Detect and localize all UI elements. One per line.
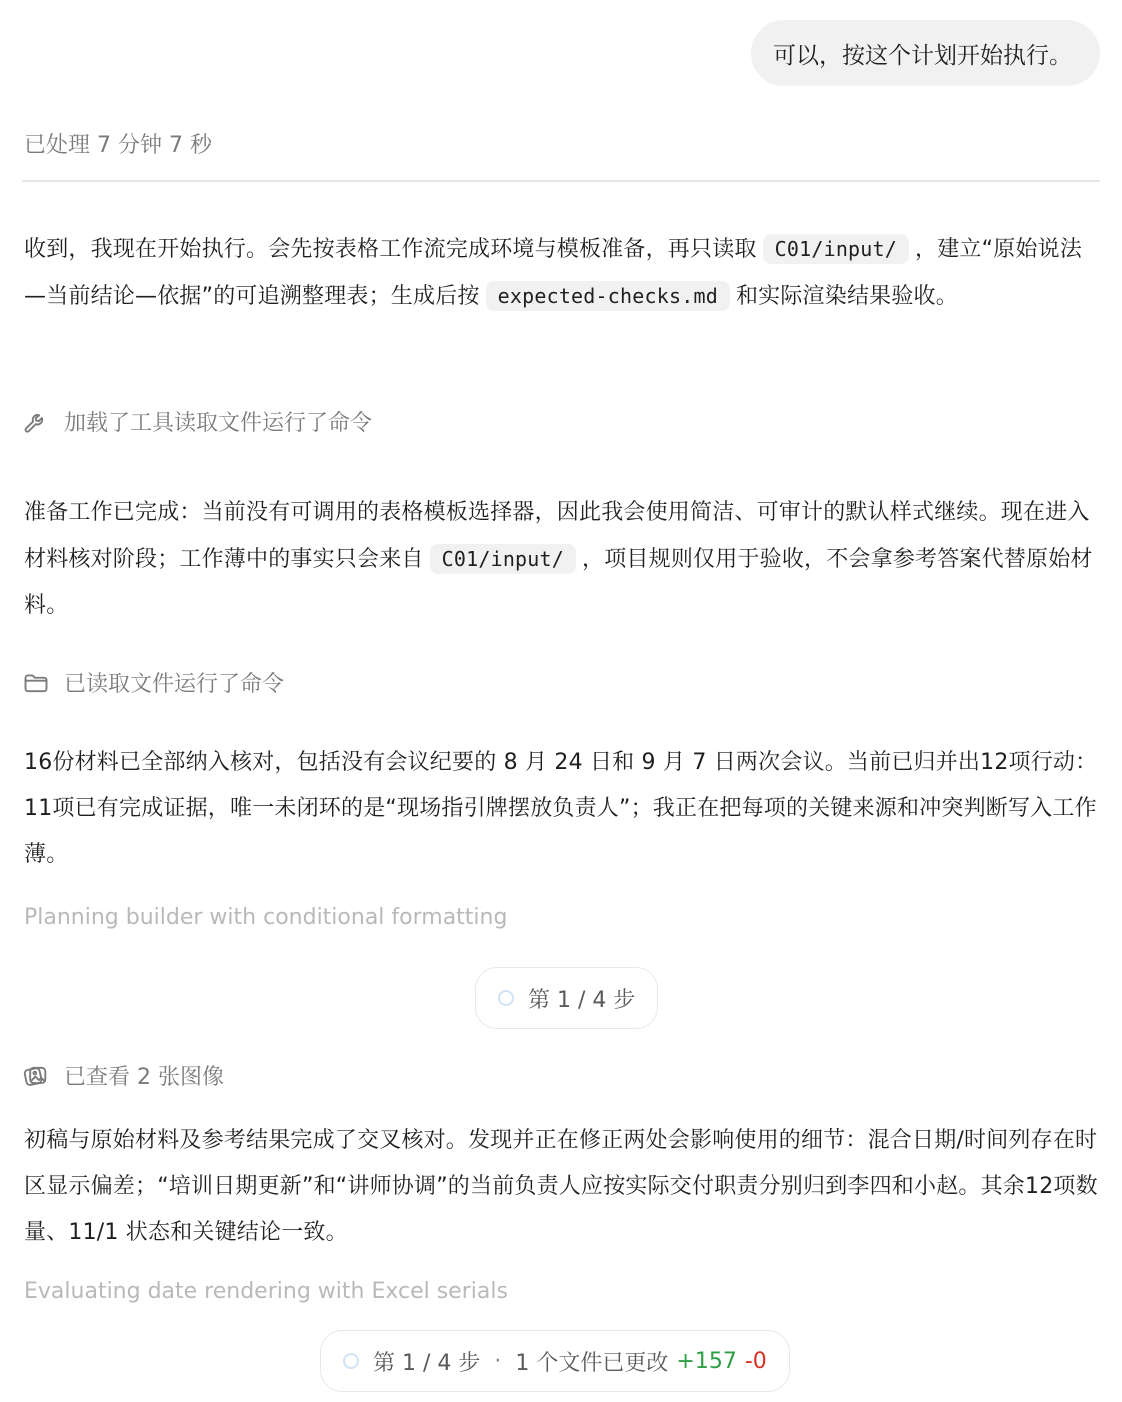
tool-activity-label-3: 已查看 2 张图像	[64, 1065, 224, 1090]
folder-icon	[22, 669, 50, 697]
assistant-paragraph-3: 16份材料已全部纳入核对，包括没有会议纪要的 8 月 24 日和 9 月 7 日两次会议。当前已归并出12项行动：11项已有完成证据，唯一未闭环的是“现场指引牌摆放负责人”；我正在把每项的关键来源和冲突判断写入工作薄。	[24, 750, 1098, 867]
para2-text-1: 准备工作已完成：当前没有可调用的表格模板选择器，因此我会使用简洁、可审计的默认样式继续。现在进入材料核对阶段；工作薄中的事实只会来自	[24, 500, 1090, 572]
divider	[22, 180, 1100, 182]
spinner-icon	[343, 1353, 359, 1369]
para2-text-2: ，项目规则仅用于验收，不会拿参考答案代替原始材料。	[24, 547, 1093, 618]
user-message-text: 可以，按这个计划开始执行。	[773, 42, 1072, 69]
status-text-2: Evaluating date rendering with Excel serials	[24, 1279, 508, 1304]
wrench-icon	[22, 408, 50, 436]
spinner-icon	[498, 990, 514, 1006]
step-label-1: 第 1 / 4 步	[528, 987, 636, 1013]
lines-removed-count: -0	[744, 1348, 767, 1374]
files-changed-label: 1 个文件已更改	[515, 1350, 669, 1376]
inline-code-input-path: C01/input/	[763, 234, 909, 264]
tool-activity-label-1: 加载了工具读取文件运行了命令	[64, 411, 373, 436]
tool-activity-label-2: 已读取文件运行了命令	[64, 672, 285, 697]
para1-text-3: 和实际渲染结果验收。	[735, 284, 958, 309]
para1-text-2: ，建立“原始说法—当前结论—依据”的可追溯整理表；生成后按	[24, 237, 1083, 309]
separator-dot: ·	[494, 1348, 502, 1374]
step-label-2: 第 1 / 4 步	[373, 1350, 481, 1376]
user-message-bubble	[751, 20, 1100, 86]
assistant-paragraph-1	[24, 226, 1098, 320]
para1-text-1: 收到，我现在开始执行。会先按表格工作流完成环境与模板准备，再只读取	[24, 237, 757, 262]
tool-activity-row-3[interactable]	[22, 1060, 224, 1091]
inline-code-input-path-2: C01/input/	[430, 544, 576, 574]
lines-added-count: +157	[676, 1348, 737, 1374]
inline-code-expected-checks: expected-checks.md	[486, 281, 730, 311]
status-text-1: Planning builder with conditional formatting	[24, 905, 508, 930]
tool-activity-row-1[interactable]	[22, 406, 372, 437]
step-progress-pill-2[interactable]	[320, 1330, 790, 1392]
tool-activity-row-2[interactable]	[22, 667, 284, 698]
images-icon	[22, 1062, 50, 1090]
step-progress-pill-1[interactable]	[475, 967, 658, 1029]
assistant-paragraph-4: 初稿与原始材料及参考结果完成了交叉核对。发现并正在修正两处会影响使用的细节：混合日期/时间列存在时区显示偏差；“培训日期更新”和“讲师协调”的当前负责人应按实际交付职责分别归到李四和小赵。其余12项数量、11/1 状态和关键结论一致。	[24, 1128, 1098, 1245]
assistant-paragraph-2	[24, 490, 1098, 629]
processed-time-label[interactable]: 已处理 7 分钟 7 秒	[24, 133, 212, 158]
